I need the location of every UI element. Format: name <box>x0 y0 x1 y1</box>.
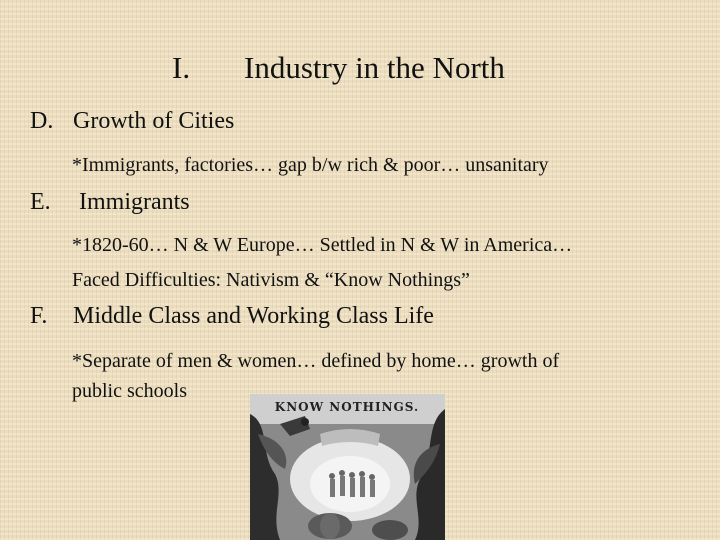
body-line: *Separate of men & women… defined by home… growth of <box>72 350 560 372</box>
section-body-d <box>72 148 549 183</box>
title-number: I. <box>172 50 191 85</box>
body-line: *Immigrants, factories… gap b/w rich & poor… unsanitary <box>72 154 549 176</box>
know-nothings-cartoon-image <box>250 394 445 540</box>
section-letter: F. <box>30 303 48 329</box>
section-body-e <box>72 228 572 298</box>
section-heading-f <box>30 303 434 330</box>
section-heading-text: Middle Class and Working Class Life <box>73 303 434 329</box>
section-letter: D. <box>30 108 54 134</box>
body-line: *1820-60… N & W Europe… Settled in N & W in America… <box>72 234 573 256</box>
section-heading-text: Growth of Cities <box>73 108 235 134</box>
body-line: Faced Difficulties: Nativism & “Know Nothings” <box>72 269 470 291</box>
slide-title <box>172 50 505 86</box>
section-heading-e <box>30 189 190 216</box>
section-heading-d <box>30 108 234 135</box>
section-heading-text: Immigrants <box>79 189 190 215</box>
cartoon-caption: KNOW NOTHINGS. <box>274 400 420 414</box>
section-letter: E. <box>30 189 51 215</box>
title-text: Industry in the North <box>244 50 505 85</box>
body-line: public schools <box>72 380 187 402</box>
